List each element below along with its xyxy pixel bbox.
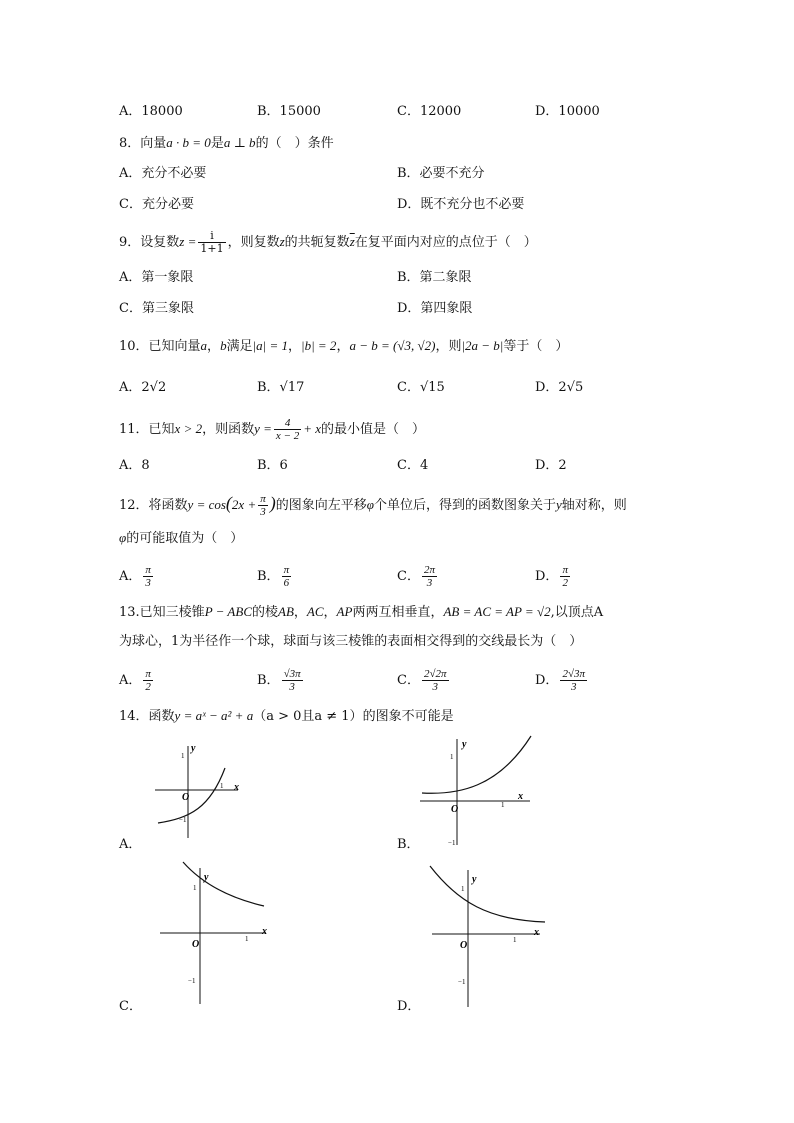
q12-option-c-num: 2π: [423, 564, 435, 576]
q9-z-eq: z =: [179, 234, 197, 249]
x-label: x: [534, 927, 539, 938]
x-label: x: [262, 926, 267, 937]
q13-option-b-num: √3π: [283, 668, 301, 680]
q10-stem-mid: 满足: [226, 339, 253, 354]
q8-math-dot: a · b = 0: [166, 135, 211, 150]
q13-stem: [119, 603, 603, 622]
q13-option-d-den: 3: [570, 681, 577, 693]
q10-option-d: D．2√5: [535, 380, 584, 395]
y-tick-1: 1: [193, 884, 197, 892]
q12-option-b: [257, 564, 293, 589]
q7-option-c: C．12000: [397, 104, 462, 119]
q14-graph-c-label: C．: [119, 999, 142, 1014]
q13-option-d: [535, 668, 589, 693]
q9-stem: [119, 230, 537, 255]
q12-option-d-den: 2: [562, 577, 568, 589]
q14-graph-a-label: A．: [119, 837, 142, 852]
q12-stem: [119, 493, 627, 518]
q12-option-b-den: 6: [283, 577, 290, 589]
q14-graph-b: [418, 733, 538, 848]
y-label: y: [204, 872, 209, 883]
q12-func-pre: y = cos: [187, 497, 226, 512]
q11-option-a: A．8: [119, 458, 150, 473]
q12-line2-text: 的可能取值为（ ）: [126, 531, 244, 546]
q11-stem: [119, 417, 425, 442]
y-tick-neg1: −1: [448, 839, 456, 847]
q9-frac-num: i: [198, 230, 225, 243]
y-tick-neg1: −1: [179, 816, 187, 824]
q13-pyramid: P − ABC: [204, 604, 252, 619]
q9-zbar: $\overline{z}$: [349, 234, 355, 249]
q13-option-d-num: 2√3π: [562, 668, 585, 680]
q9-option-a: A．第一象限: [119, 270, 194, 285]
q9-option-b: B．第二象限: [397, 270, 472, 285]
q9-fraction: [198, 230, 225, 255]
q13-stem-prefix: 13.已知三棱锥: [119, 605, 205, 620]
q13-option-a: [119, 668, 155, 693]
y-tick-1: 1: [181, 752, 185, 760]
q8-option-a: A．充分不必要: [119, 166, 207, 181]
q8-stem: [119, 134, 334, 153]
q10-option-b: B．√17: [257, 380, 305, 395]
q14-stem-prefix: 14．函数: [119, 709, 175, 724]
origin-label: O: [451, 804, 459, 815]
y-label: y: [191, 743, 196, 754]
q13-option-c-num: 2√2π: [423, 668, 447, 680]
q8-stem-suffix: 的（ ）条件: [255, 136, 334, 151]
graph-curve: [422, 736, 531, 793]
y-tick-1: 1: [461, 885, 465, 893]
q9-frac-den: 1+1: [200, 242, 224, 255]
q12-option-a-num: π: [145, 564, 151, 576]
q14-condition: （a > 0且a ≠ 1）: [253, 709, 363, 724]
q10-target: |2a − b|: [461, 338, 504, 353]
q9-option-c: C．第三象限: [119, 301, 194, 316]
q7-option-a: A．18000: [119, 104, 183, 119]
q13-stem-mid: 的棱: [251, 605, 278, 620]
q13-stem-suffix: ,以顶点A: [550, 605, 604, 620]
q12-option-c: [397, 564, 439, 589]
q12-option-d-label: D．: [535, 569, 559, 584]
q14-stem: [119, 707, 454, 726]
x-tick-1: 1: [513, 936, 517, 944]
graph-curve: [430, 866, 545, 922]
q11-option-b: B．6: [257, 458, 288, 473]
q12-inner-den: 3: [260, 506, 266, 518]
q11-fraction: [274, 417, 301, 442]
q12-option-d-frac: [560, 564, 570, 589]
q14-graph-d: [428, 862, 553, 1012]
x-tick-1: 1: [245, 935, 249, 943]
q13-option-c-den: 3: [432, 681, 438, 693]
q12-option-b-label: B．: [257, 569, 280, 584]
q13-ac: AC: [306, 604, 324, 619]
q10-vec-b: b: [220, 338, 227, 353]
q12-option-a-label: A．: [119, 569, 142, 584]
q12-stem-suffix: 轴对称，则: [561, 498, 627, 513]
q12-paren-open: (: [225, 493, 232, 513]
q13-option-c-label: C．: [397, 673, 420, 688]
q10-option-c: C．√15: [397, 380, 445, 395]
q13-c2: ，: [323, 605, 337, 620]
q12-inner-num: π: [260, 493, 266, 505]
q12-y: y: [555, 497, 562, 512]
q11-cond: x > 2: [174, 421, 203, 436]
q12-stem-line2: [119, 529, 243, 548]
q12-option-b-frac: [282, 564, 292, 589]
q11-option-d: D．2: [535, 458, 567, 473]
graph-curve: [158, 768, 225, 823]
q13-option-a-den: 2: [145, 681, 151, 693]
origin-label: O: [192, 939, 200, 950]
q7-option-b: B．15000: [257, 104, 321, 119]
q11-stem-mid: ，则函数: [202, 422, 255, 437]
q8-stem-prefix: 8．向量: [119, 136, 167, 151]
q12-option-c-frac: [422, 564, 437, 589]
q13-ap: AP: [336, 604, 353, 619]
q12-option-c-label: C．: [397, 569, 420, 584]
y-tick-neg1: −1: [188, 977, 196, 985]
q12-option-a-den: 3: [145, 577, 151, 589]
q10-cond2: |b| = 2: [301, 338, 337, 353]
q14-graph-a: [150, 740, 260, 840]
q9-stem-mid: ，则复数: [227, 235, 280, 250]
q10-stem: [119, 337, 568, 356]
q12-stem-mid2: 个单位后，得到的函数图象关于: [373, 498, 556, 513]
origin-label: O: [182, 792, 190, 803]
q13-stem-line2: 为球心，1为半径作一个球，球面与该三棱锥的表面相交得到的交线最长为（ ）: [119, 634, 583, 649]
q8-option-b: B．必要不充分: [397, 166, 485, 181]
q12-stem-mid: 的图象向左平移: [275, 498, 367, 513]
q8-stem-mid: 是: [210, 136, 224, 151]
q12-option-a: [119, 564, 155, 589]
q10-option-a: A．2√2: [119, 380, 167, 395]
q12-paren-close: ): [269, 493, 276, 513]
q11-func-lhs: y =: [254, 421, 272, 436]
q13-option-b-den: 3: [289, 681, 295, 693]
x-tick-1: 1: [220, 782, 224, 790]
q10-stem-mid2: ，则: [435, 339, 462, 354]
y-tick-neg1: −1: [458, 978, 466, 986]
q11-frac-num: 4: [274, 417, 301, 430]
q12-stem-prefix: 12．将函数: [119, 498, 188, 513]
q10-stem-prefix: 10．已知向量: [119, 339, 201, 354]
q13-c1: ，: [293, 605, 307, 620]
x-tick-1: 1: [501, 801, 505, 809]
q10-sep: ，: [207, 339, 221, 354]
q9-stem-suffix: 在复平面内对应的点位于（ ）: [354, 235, 537, 250]
q8-math-perp: a ⊥ b: [223, 135, 256, 150]
q11-option-c: C．4: [397, 458, 429, 473]
q11-frac-den: x − 2: [275, 430, 300, 442]
q10-vec-a: a: [200, 338, 208, 353]
q12-func-inner: 2x +: [231, 497, 257, 512]
q11-stem-suffix: 的最小值是（ ）: [321, 422, 426, 437]
q12-inner-fraction: [258, 493, 268, 518]
q13-option-b-label: B．: [257, 673, 280, 688]
q10-sep3: ，: [336, 339, 350, 354]
q13-option-b: [257, 668, 305, 693]
q12-option-d: [535, 564, 572, 589]
q14-graph-b-label: B．: [397, 837, 420, 852]
q13-ab: AB: [278, 604, 294, 619]
q12-line2-phi: φ: [119, 530, 127, 545]
q9-stem-mid2: 的共轭复数: [284, 235, 350, 250]
q13-option-d-frac: [560, 668, 587, 693]
q13-eq: AB = AC = AP = √2: [443, 604, 551, 619]
q11-stem-prefix: 11．已知: [119, 422, 175, 437]
q8-option-c: C．充分必要: [119, 197, 194, 212]
q13-option-d-label: D．: [535, 673, 559, 688]
q14-graph-d-label: D．: [397, 999, 421, 1014]
y-label: y: [462, 739, 467, 750]
x-label: x: [234, 782, 239, 793]
q12-option-c-den: 3: [426, 577, 433, 589]
q12-option-d-num: π: [562, 564, 568, 576]
q12-phi: φ: [366, 497, 374, 512]
q14-graph-c: [158, 858, 273, 1008]
q13-option-c: [397, 668, 451, 693]
x-label: x: [518, 791, 523, 802]
q9-option-d: D．第四象限: [397, 301, 473, 316]
q10-stem-suffix: 等于（ ）: [503, 339, 569, 354]
q12-option-b-num: π: [283, 564, 290, 576]
origin-label: O: [460, 940, 468, 951]
q13-option-a-num: π: [145, 668, 151, 680]
q12-option-a-frac: [143, 564, 153, 589]
y-label: y: [472, 874, 477, 885]
q13-option-a-label: A．: [119, 673, 142, 688]
q10-cond3: a − b = (√3, √2): [349, 338, 436, 353]
q10-cond1: |a| = 1: [252, 338, 288, 353]
q14-func: y = aˣ − a² + a: [174, 708, 254, 723]
y-tick-1: 1: [450, 753, 454, 761]
q13-option-c-frac: [422, 668, 449, 693]
q9-stem-prefix: 9．设复数: [119, 235, 180, 250]
q9-z: z: [279, 234, 285, 249]
q13-option-b-frac: [282, 668, 303, 693]
q11-func-rhs: + x: [303, 421, 322, 436]
q7-option-d: D．10000: [535, 104, 600, 119]
q13-option-a-frac: [143, 668, 153, 693]
q8-option-d: D．既不充分也不必要: [397, 197, 525, 212]
q13-stem-mid2: 两两互相垂直，: [352, 605, 444, 620]
q14-stem-suffix: 的图象不可能是: [362, 709, 454, 724]
q10-sep2: ，: [288, 339, 302, 354]
